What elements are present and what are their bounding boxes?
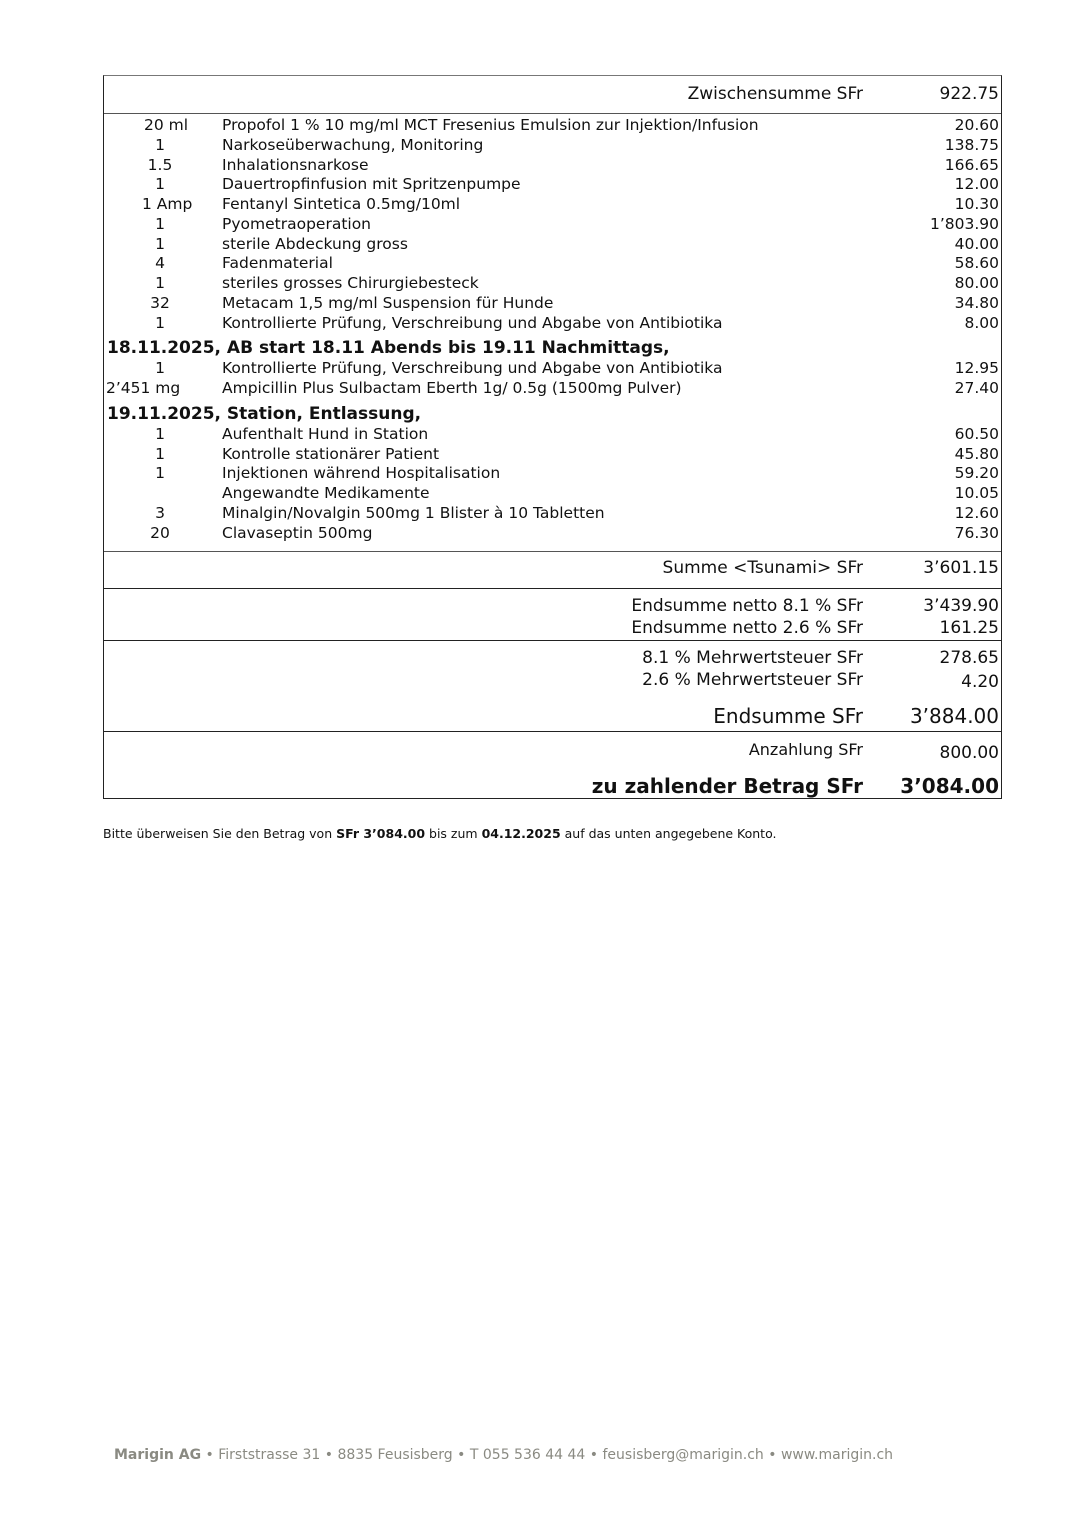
note-text-1: Bitte überweisen Sie den Betrag von xyxy=(103,826,337,841)
line-item xyxy=(104,504,1001,524)
payment-note xyxy=(103,826,776,841)
item-amount: 20.60 xyxy=(954,116,999,134)
item-quantity: 1 xyxy=(155,444,165,463)
item-quantity: 1 xyxy=(155,464,165,483)
line-item xyxy=(104,254,1001,274)
note-amount: SFr 3’084.00 xyxy=(336,826,426,841)
line-item xyxy=(104,484,1001,504)
item-amount: 59.20 xyxy=(954,464,999,483)
item-quantity: 3 xyxy=(155,503,165,522)
item-description: Inhalationsnarkose xyxy=(222,155,369,174)
item-description: Angewandte Medikamente xyxy=(222,484,430,502)
item-description: Kontrolle stationärer Patient xyxy=(222,444,440,463)
line-item xyxy=(104,464,1001,484)
item-description: Fentanyl Sintetica 0.5mg/10ml xyxy=(222,195,461,213)
line-item xyxy=(104,425,1001,445)
footer-phone: T 055 536 44 44 xyxy=(469,1447,586,1463)
line-item xyxy=(104,156,1001,176)
mwst81-value: 278.65 xyxy=(939,648,999,668)
zahlbetrag-label: zu zahlender Betrag SFr xyxy=(591,774,863,798)
item-description: Ampicillin Plus Sulbactam Eberth 1g/ 0.5g (1500mg Pulver) xyxy=(222,379,682,397)
subtotal-label: Zwischensumme SFr xyxy=(687,84,863,104)
zahlbetrag-row xyxy=(104,774,1001,798)
section-heading-2: 18.11.2025, AB start 18.11 Abends bis 19.11 Nachmittags, xyxy=(107,338,670,359)
item-amount: 138.75 xyxy=(944,135,999,154)
line-item xyxy=(104,215,1001,235)
item-description: Aufenthalt Hund in Station xyxy=(222,424,429,443)
item-description: Metacam 1,5 mg/ml Suspension für Hunde xyxy=(222,293,554,312)
note-text-3: auf das unten angegebene Konto. xyxy=(560,826,777,841)
item-amount: 40.00 xyxy=(954,234,999,253)
line-item xyxy=(104,175,1001,195)
item-amount: 80.00 xyxy=(954,274,999,292)
divider xyxy=(104,731,1001,732)
divider xyxy=(104,551,1001,552)
item-quantity: 32 xyxy=(150,293,170,312)
subtotal-value: 922.75 xyxy=(939,84,999,104)
subtotal-row xyxy=(104,84,1001,108)
mwst26-value: 4.20 xyxy=(961,672,999,692)
item-amount: 45.80 xyxy=(954,444,999,463)
footer-separator: • xyxy=(201,1447,219,1463)
line-item xyxy=(104,274,1001,294)
item-quantity: 1 Amp xyxy=(142,195,193,213)
netto26-row xyxy=(104,618,1001,642)
item-amount: 58.60 xyxy=(954,254,999,273)
footer-website[interactable]: www.marigin.ch xyxy=(780,1447,894,1463)
item-description: Injektionen während Hospitalisation xyxy=(222,464,501,483)
mwst81-row xyxy=(104,648,1001,672)
endsumme-row xyxy=(104,704,1001,728)
item-quantity: 1 xyxy=(155,313,165,332)
endsumme-label: Endsumme SFr xyxy=(713,704,863,728)
footer-separator: • xyxy=(585,1447,603,1463)
mwst81-label: 8.1 % Mehrwertsteuer SFr xyxy=(642,648,863,668)
item-description: Kontrollierte Prüfung, Verschreibung und Abgabe von Antibiotika xyxy=(222,359,723,378)
item-amount: 27.40 xyxy=(954,379,999,397)
item-description: Dauertropfinfusion mit Spritzenpumpe xyxy=(222,175,521,194)
line-item xyxy=(104,359,1001,379)
item-description: sterile Abdeckung gross xyxy=(222,234,408,253)
note-text-2: bis zum xyxy=(425,826,482,841)
endsumme-value: 3’884.00 xyxy=(909,704,999,728)
item-quantity: 1 xyxy=(155,135,165,154)
note-due-date: 04.12.2025 xyxy=(481,826,561,841)
line-item xyxy=(104,116,1001,136)
item-quantity: 1 xyxy=(155,359,165,378)
zahlbetrag-value: 3’084.00 xyxy=(900,774,999,798)
line-item xyxy=(104,294,1001,314)
netto26-value: 161.25 xyxy=(939,618,999,638)
item-amount: 12.60 xyxy=(954,503,999,522)
item-description: Fadenmaterial xyxy=(222,254,333,273)
item-quantity: 1 xyxy=(155,424,165,443)
line-item xyxy=(104,314,1001,334)
netto81-label: Endsumme netto 8.1 % SFr xyxy=(631,596,863,616)
summe-label: Summe <Tsunami> SFr xyxy=(662,558,863,578)
line-item xyxy=(104,195,1001,215)
item-amount: 12.95 xyxy=(954,359,999,378)
line-item xyxy=(104,524,1001,544)
item-quantity: 20 xyxy=(150,523,170,542)
item-quantity: 1 xyxy=(155,175,165,194)
footer-separator: • xyxy=(452,1447,470,1463)
item-description: Minalgin/Novalgin 500mg 1 Blister à 10 Tabletten xyxy=(222,503,605,522)
line-item xyxy=(104,235,1001,255)
invoice-table xyxy=(103,75,1002,799)
item-description: Propofol 1 % 10 mg/ml MCT Fresenius Emulsion zur Injektion/Infusion xyxy=(222,116,759,134)
footer-street: Firststrasse 31 xyxy=(218,1447,321,1463)
item-quantity: 4 xyxy=(155,254,165,273)
divider xyxy=(104,640,1001,641)
footer-separator: • xyxy=(320,1447,338,1463)
anzahlung-label: Anzahlung SFr xyxy=(748,740,863,759)
footer-email[interactable]: feusisberg@marigin.ch xyxy=(602,1447,764,1463)
mwst26-row xyxy=(104,672,1001,696)
item-amount: 8.00 xyxy=(964,313,999,332)
line-item xyxy=(104,445,1001,465)
page-footer xyxy=(114,1447,893,1463)
line-items xyxy=(104,116,1001,543)
line-item xyxy=(104,136,1001,156)
item-amount: 10.05 xyxy=(954,484,999,502)
item-amount: 166.65 xyxy=(944,155,999,174)
divider xyxy=(104,113,1001,114)
item-description: Kontrollierte Prüfung, Verschreibung und Abgabe von Antibiotika xyxy=(222,313,723,332)
section-heading-3: 19.11.2025, Station, Entlassung, xyxy=(107,403,422,424)
item-amount: 12.00 xyxy=(954,175,999,194)
item-quantity: 1 xyxy=(155,234,165,253)
item-quantity: 1.5 xyxy=(147,155,173,174)
item-amount: 60.50 xyxy=(954,424,999,443)
item-description: steriles grosses Chirurgiebesteck xyxy=(222,274,479,292)
netto81-row xyxy=(104,596,1001,620)
netto26-label: Endsumme netto 2.6 % SFr xyxy=(631,618,863,638)
item-description: Narkoseüberwachung, Monitoring xyxy=(222,135,484,154)
footer-city: 8835 Feusisberg xyxy=(337,1447,453,1463)
item-description: Clavaseptin 500mg xyxy=(222,523,373,542)
item-quantity: 1 xyxy=(155,214,165,233)
summe-row xyxy=(104,558,1001,582)
anzahlung-value: 800.00 xyxy=(939,743,999,763)
item-amount: 76.30 xyxy=(954,523,999,542)
anzahlung-row xyxy=(104,740,1001,764)
item-amount: 10.30 xyxy=(954,195,999,213)
item-quantity: 1 xyxy=(155,274,165,292)
item-amount: 34.80 xyxy=(954,293,999,312)
item-quantity: 20 ml xyxy=(144,116,189,134)
summe-value: 3’601.15 xyxy=(923,558,999,578)
divider xyxy=(104,588,1001,589)
netto81-value: 3’439.90 xyxy=(923,596,999,616)
item-quantity: 2’451 mg xyxy=(106,379,181,397)
mwst26-label: 2.6 % Mehrwertsteuer SFr xyxy=(642,670,863,690)
footer-company: Marigin AG xyxy=(114,1447,202,1463)
footer-separator: • xyxy=(763,1447,781,1463)
item-amount: 1’803.90 xyxy=(929,214,999,233)
line-item xyxy=(104,379,1001,399)
item-description: Pyometraoperation xyxy=(222,214,372,233)
